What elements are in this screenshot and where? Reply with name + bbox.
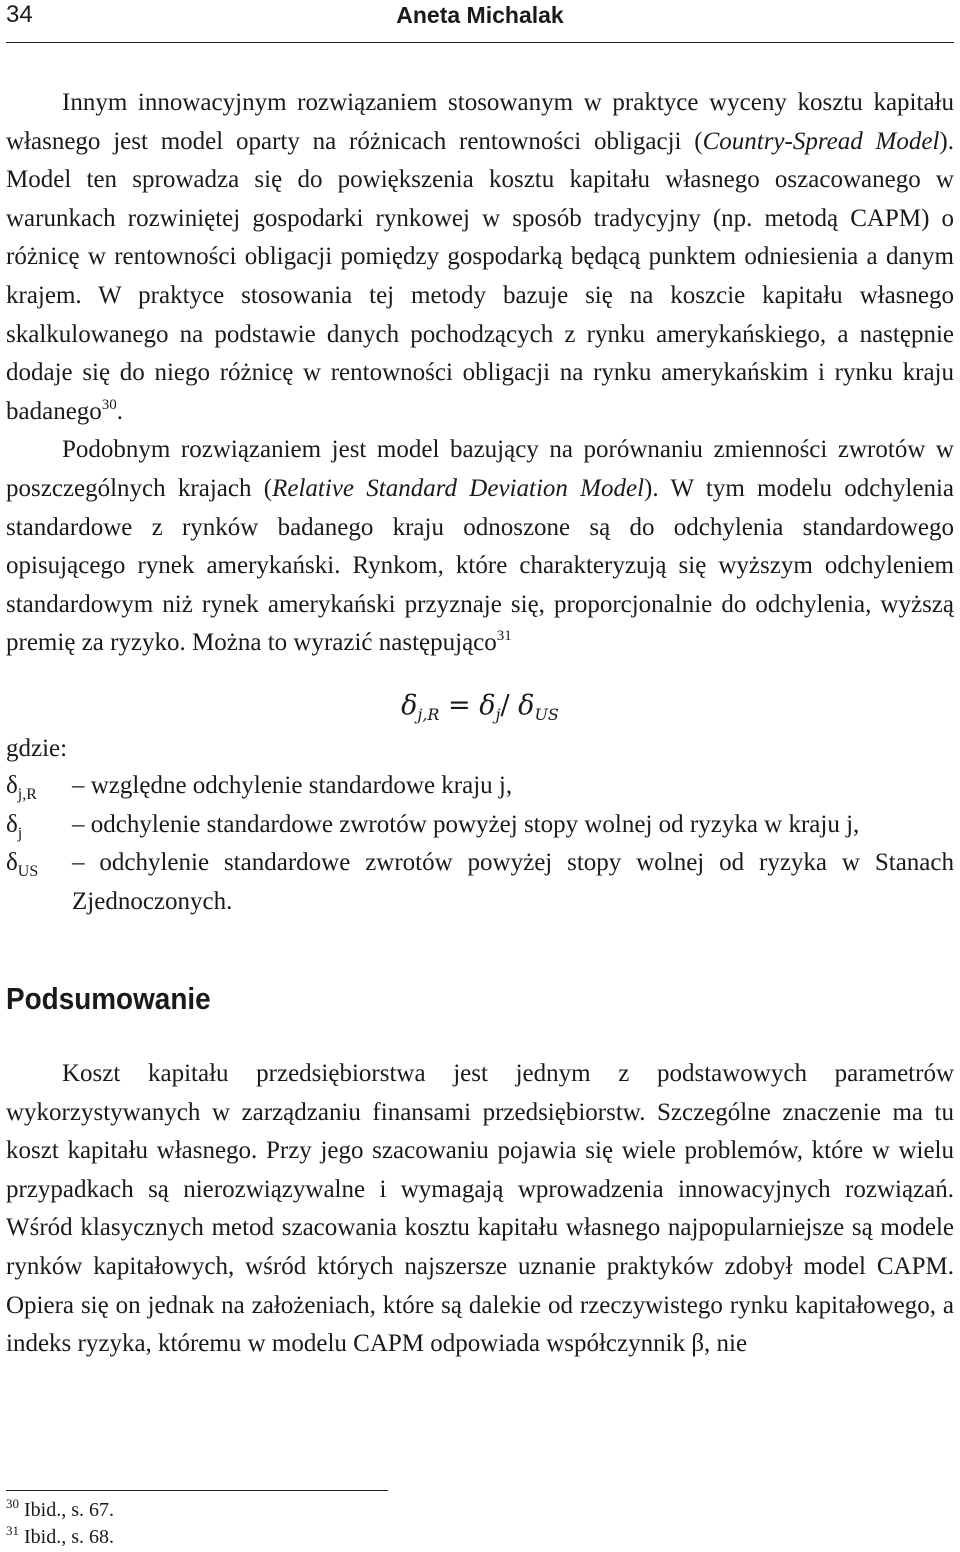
definition-item: $\delta_{US}$ – odchylenie standardowe zwrotów powyżej stopy wolnej od ryzyka w Stanach Zjednoczonych. bbox=[6, 844, 954, 921]
definition-item: $\delta_j$ – odchylenie standardowe zwrotów powyżej stopy wolnej od ryzyka w kraju j, bbox=[6, 806, 954, 845]
running-header bbox=[6, 0, 954, 43]
footnote-item: $^{31}$ Ibid., s. 68. bbox=[6, 1523, 114, 1548]
page-number: 34 bbox=[6, 1, 33, 28]
footnote-separator bbox=[6, 1490, 388, 1491]
body-paragraph-summary: Koszt kapitału przedsiębiorstwa jest jednym z podstawowych parametrów wykorzystywanych w zarządzaniu finansami przedsiębiorstw. Szczególne znaczenie ma tu koszt kapitału własnego. Przy jego szacowaniu pojawia się wiele problemów, które w wielu przypadkach są nierozwiązywalne i wymagają wprowadzenia innowacyjnych rozwiązań. Wśród klasycznych metod szacowania kosztu kapitału własnego najpopularniejsze są modele rynków kapitałowych, wśród których najszersze uznanie praktyków zdobył model CAPM. Opiera się on jednak na założeniach, które są dalekie od rzeczywistego rynku kapitałowego, a indeks ryzyka, któremu w modelu CAPM odpowiada współczynnik β, nie bbox=[6, 1060, 954, 1358]
definition-symbol: $\delta_j$ bbox=[6, 810, 23, 842]
model-name-relative-standard-deviation: Relative Standard Deviation Model bbox=[272, 474, 645, 502]
running-header-author: Aneta Michalak bbox=[396, 2, 564, 28]
footnote-ref-30: 30 bbox=[101, 396, 117, 413]
symbol-definitions bbox=[6, 767, 954, 921]
formula-relative-deviation bbox=[0, 690, 960, 732]
section-heading: Podsumowanie bbox=[6, 981, 211, 1016]
definition-symbol: $\delta_{US}$ bbox=[6, 849, 39, 881]
model-name-country-spread: Country-Spread Model bbox=[702, 127, 940, 155]
definition-symbol: $\delta_{j,R}$ bbox=[6, 772, 37, 803]
where-label: gdzie: bbox=[6, 735, 68, 762]
footnote-ref-31: 31 bbox=[496, 628, 512, 645]
definition-item: $\delta_{j,R}$ – względne odchylenie standardowe kraju j, bbox=[6, 767, 954, 806]
footnote-item: $^{30}$ Ibid., s. 67. bbox=[6, 1496, 114, 1521]
body-paragraph-country-spread: Innym innowacyjnym rozwiązaniem stosowanym w praktyce wyceny kosztu kapitału własnego jest model oparty na różnicach rentowności obligacji (Country-Spread Model). Model ten sprowadza się do powiększenia kosztu kapitału własnego oszacowanego w warunkach rozwiniętej gospodarki rynkowej w sposób tradycyjny (np. metodą CAPM) o różnicę w rentowności obligacji pomiędzy gospodarką będącą punktem odniesienia a danym krajem. W praktyce stosowania tej metody bazuje się na koszcie kapitału własnego skalkulowanego na podstawie danych pochodzących z rynku amerykańskiego, a następnie dodaje się do niego różnicę w rentowności obligacji na rynku amerykańskim i rynku kraju badanego$^{30}$. Podobnym rozwiązaniem jest model bazujący na porównaniu zmienności zwrotów w poszczególnych krajach (Relative Standard Deviation Model). W tym modelu odchylenia standardowe z rynków badanego kraju odnoszone są do odchylenia standardowego opisującego rynek amerykański. Rynkom, które charakteryzują się wyższym odchyleniem standardowym niż rynek amerykański przyznaje się, proporcjonalnie do odchylenia, wyższą premię za ryzyko. Można to wyrazić następująco$^{31}$ bbox=[6, 89, 954, 657]
formula-expression: $\delta_{j,R} = \delta_j/$ $\delta_{US}$ bbox=[401, 690, 559, 724]
footnotes bbox=[6, 1497, 954, 1551]
